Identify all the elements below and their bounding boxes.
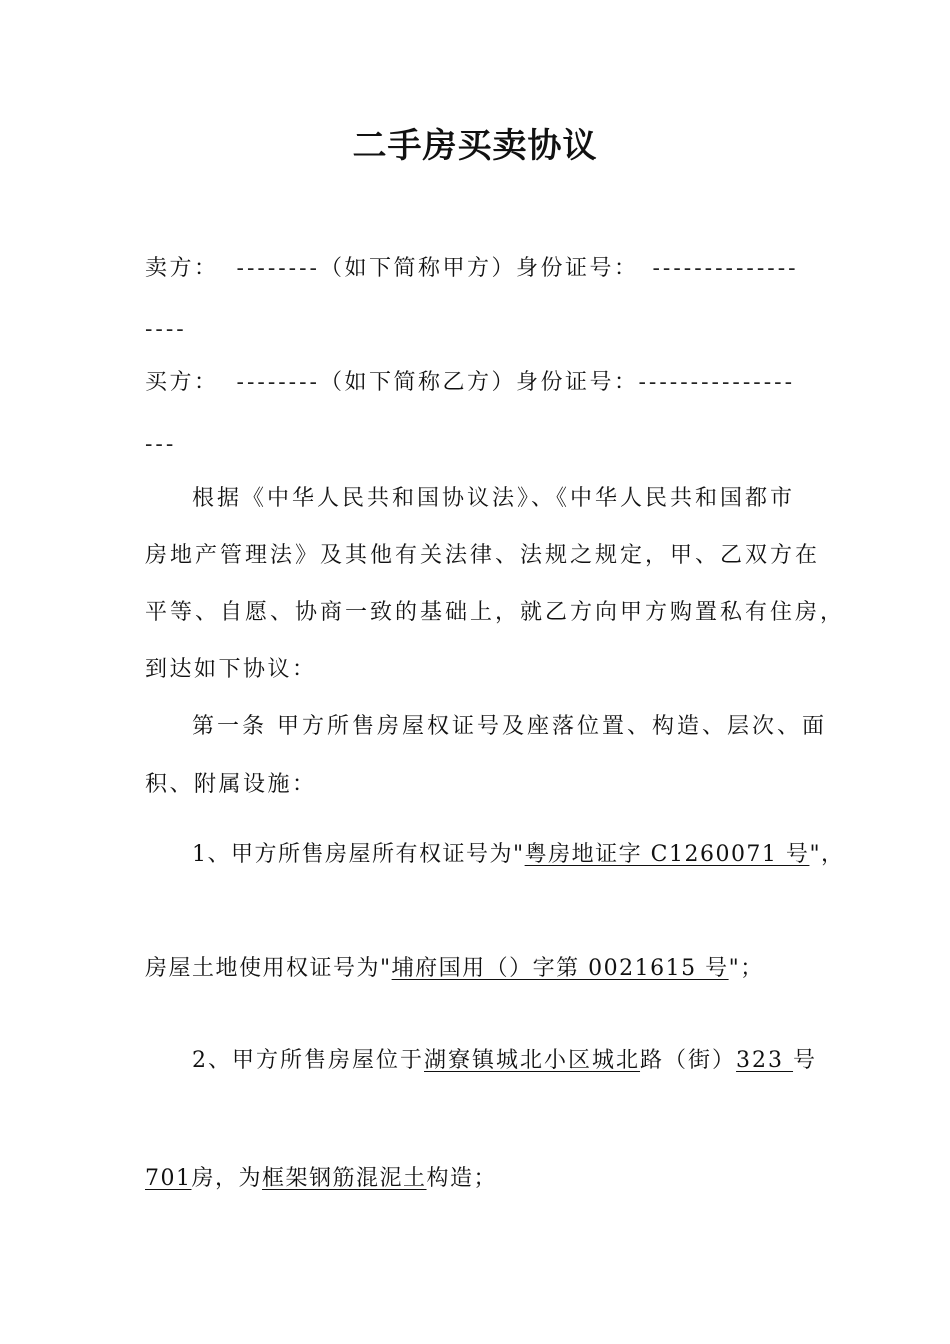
- road-text: 路（街）: [640, 1048, 737, 1073]
- structure-suffix: 构造；: [426, 1166, 498, 1191]
- seller-line: [145, 254, 799, 284]
- street-number: 323: [736, 1048, 794, 1073]
- seller-text: （如下简称甲方）身份证号：: [319, 256, 639, 281]
- land-cert-number: 埔府国用（）字第 0021615 号: [391, 956, 729, 981]
- structure-type: 框架钢筋混泥土: [262, 1166, 427, 1191]
- article1-line-1: 第一条 甲方所售房屋权证号及座落位置、构造、层次、面: [192, 714, 827, 739]
- land-cert-line: [145, 954, 764, 984]
- seller-label: 卖方：: [145, 256, 219, 281]
- item1-line: [192, 840, 845, 870]
- land-cert-suffix: "；: [728, 956, 764, 981]
- buyer-text: （如下简称乙方）身份证号：: [319, 370, 639, 395]
- buyer-id-continuation: [145, 430, 176, 460]
- intro-line-3: 平等、自愿、协商一致的基础上，就乙方向甲方购置私有住房，: [145, 600, 846, 625]
- number-suffix: 号: [793, 1048, 818, 1073]
- article1-line-2: 积、附属设施：: [145, 772, 317, 797]
- buyer-line: [145, 368, 795, 398]
- room-text: 房，为: [191, 1166, 263, 1191]
- land-cert-prefix: 房屋土地使用权证号为": [145, 956, 392, 981]
- intro-line-4: 到达如下协议：: [145, 657, 317, 682]
- seller-id-continuation: [145, 315, 187, 345]
- seller-name-blank: --------: [236, 256, 320, 281]
- item1-suffix: "，: [809, 842, 845, 867]
- item2-continuation: [145, 1164, 497, 1194]
- property-location: 湖寮镇城北小区: [424, 1048, 593, 1073]
- item1-prefix: 1、甲方所售房屋所有权证号为": [192, 842, 525, 867]
- buyer-id-blank-cont: ---: [145, 432, 177, 457]
- room-number: 701: [145, 1166, 192, 1191]
- intro-line-2: 房地产管理法》及其他有关法律、法规之规定，甲、乙双方在: [145, 543, 821, 568]
- buyer-id-blank: ---------------: [638, 370, 796, 395]
- item2-line: [192, 1046, 817, 1076]
- road-name: 城北: [592, 1048, 641, 1073]
- item2-prefix: 2、甲方所售房屋位于: [192, 1048, 424, 1073]
- buyer-label: 买方：: [145, 370, 219, 395]
- ownership-cert-number: 粤房地证字 C1260071 号: [524, 842, 810, 867]
- buyer-name-blank: --------: [236, 370, 320, 395]
- seller-id-blank: --------------: [652, 256, 799, 281]
- document-title: 二手房买卖协议: [352, 126, 598, 166]
- intro-line-1: 根据《中华人民共和国协议法》、《中华人民共和国都市: [192, 486, 796, 511]
- seller-id-blank-cont: ----: [145, 317, 187, 342]
